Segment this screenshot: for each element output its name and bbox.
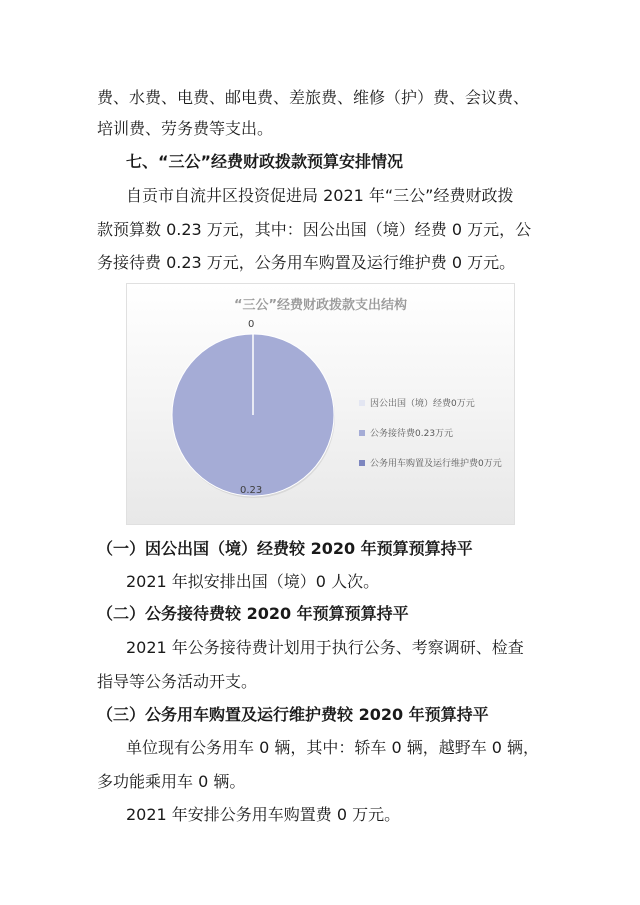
paragraph-line: 单位现有公务用车 0 辆，其中：轿车 0 辆，越野车 0 辆，: [126, 738, 540, 757]
legend-swatch: [359, 400, 365, 406]
paragraph-line: 2021 年拟安排出国（境）0 人次。: [126, 572, 380, 591]
paragraph-line: 2021 年安排公务用车购置费 0 万元。: [126, 805, 401, 824]
legend-item-reception: [359, 424, 509, 454]
section-heading: 七、“三公”经费财政拨款预算安排情况: [126, 152, 404, 171]
chart-title: “三公”经费财政拨款支出结构: [233, 298, 408, 313]
legend-label: 因公出国（境）经费0万元: [370, 399, 475, 409]
subsection-heading: （二）公务接待费较 2020 年预算预算持平: [97, 604, 409, 623]
data-label-reception: 0.23: [240, 485, 263, 496]
legend-item-vehicle: [359, 454, 509, 484]
paragraph-line: 指导等公务活动开支。: [97, 672, 258, 691]
legend-swatch: [359, 460, 365, 466]
paragraph-line: 款预算数 0.23 万元，其中：因公出国（境）经费 0 万元，公: [97, 220, 532, 239]
data-label-outbound: 0: [248, 319, 255, 330]
paragraph-line: 务接待费 0.23 万元，公务用车购置及运行维护费 0 万元。: [97, 253, 516, 272]
paragraph-line: 费、水费、电费、邮电费、差旅费、维修（护）费、会议费、: [97, 88, 530, 107]
paragraph-line: 多功能乘用车 0 辆。: [97, 772, 246, 791]
subsection-heading: （三）公务用车购置及运行维护费较 2020 年预算持平: [97, 705, 489, 724]
legend-swatch: [359, 430, 365, 436]
pie-chart: [126, 283, 515, 525]
legend-label: 公务用车购置及运行维护费0万元: [370, 459, 502, 469]
legend-item-outbound: [359, 394, 509, 424]
chart-legend: [359, 394, 509, 484]
paragraph-line: 培训费、劳务费等支出。: [97, 119, 274, 138]
legend-label: 公务接待费0.23万元: [370, 429, 454, 439]
paragraph-line: 自贡市自流井区投资促进局 2021 年“三公”经费财政拨: [126, 186, 514, 205]
paragraph-line: 2021 年公务接待费计划用于执行公务、考察调研、检查: [126, 638, 524, 657]
subsection-heading: （一）因公出国（境）经费较 2020 年预算预算持平: [97, 539, 473, 558]
